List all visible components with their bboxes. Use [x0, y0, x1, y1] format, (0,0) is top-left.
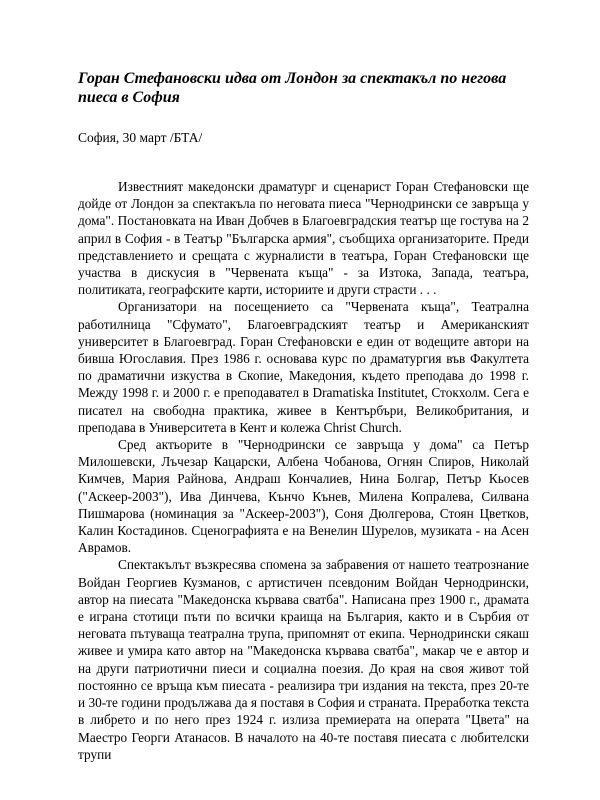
- article-paragraph: Известният македонски драматург и сценарист Горан Стефановски ще дойде от Лондон за спектакъла по неговата пиеса "Чернодрински се завръща у дома". Постановката на Иван Добчев в Благоевградския театър ще гостува на 2 април в София - в Театър "Българска армия", съобщиха организаторите. Преди представлението и срещата с журналисти в театъра, Горан Стефановски ще участва в дискусия в "Червената къща" - за Изтока, Запада, театъра, политиката, географските карти, историите и други страсти . . .: [78, 179, 529, 298]
- article-paragraph: Сред актьорите в "Чернодрински се завръща у дома" са Петър Милошевски, Лъчезар Кацарски, Албена Чобанова, Огнян Спиров, Николай Кимчев, Мария Райнова, Андраш Кончалиев, Нина Болгар, Петър Кьосев ("Аскеер-2003"), Ива Динчева, Кънчо Кънев, Милена Копралева, Силвана Пишмарова (номинация за "Аскеер-2003"), Соня Дюлгерова, Стоян Цветков, Калин Костадинов. Сценографията е на Венелин Шурелов, музиката - на Асен Аврамов.: [78, 437, 529, 556]
- article-headline: Горан Стефановски идва от Лондон за спектакъл по негова пиеса в София: [78, 70, 507, 106]
- article-paragraph: Организатори на посещението са "Червената къща", Театрална работилница "Сфумато", Благоевградският театър и Американският университет в Благоевград. Горан Стефановски е един от водещите автори на бивша Югославия. През 1986 г. основава курс по драматургия във Факултета по драматични изкуства в Скопие, Македония, където преподава до 1998 г. Между 1998 г. и 2000 г. е преподавател в Dramatiska Institutet, Стокхолм. Сега е писател на свободна практика, живее в Кентърбъри, Великобритания, и преподава в Университета в Кент и колежа Christ Church.: [78, 299, 529, 435]
- article-body: [78, 178, 529, 763]
- article-paragraph: Спектакълът възкресява спомена за забравения от нашето театрознание Войдан Георгиев Кузманов, с артистичен псевдоним Войдан Чернодрински, автор на пиесата "Македонска кървава сватба". Написана през 1900 г., драмата е играна стотици пъти по всички краища на България, както и в Сърбия от неговата пътуваща театрална трупа, припомнят от екипа. Чернодрински сякаш живее и умира като автор на "Македонска кървава сватба", макар че е автор и на други патриотични пиеси и социална поезия. До края на своя живот той постоянно се връща към пиесата - реализира три издания на текста, през 20-те и 30-те години продължава да я поставя в София и страната. Преработка текста в либрето и по него през 1924 г. излиза премиерата на операта "Цвета" на Маестро Георги Атанасов. В началото на 40-те поставя пиесата с любителски трупи: [78, 557, 529, 762]
- dateline: София, 30 март /БТА/: [78, 130, 203, 145]
